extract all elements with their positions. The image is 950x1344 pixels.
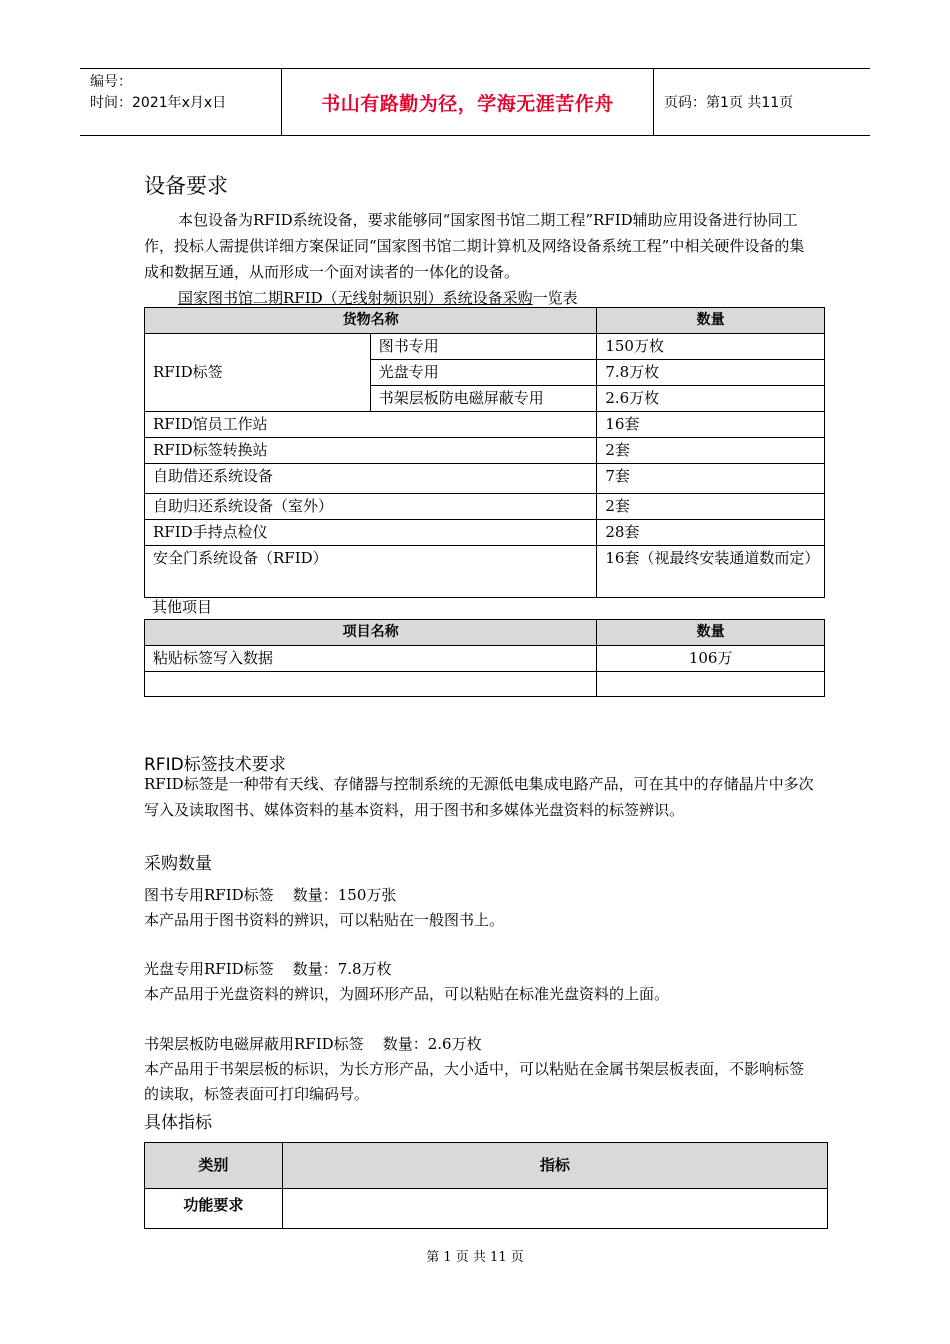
goods-row-name: RFID馆员工作站: [145, 412, 597, 438]
purchase-item-desc: 本产品用于光盘资料的辨识，为圆环形产品，可以粘贴在标准光盘资料的上面。: [144, 985, 670, 1003]
purchase-item-desc: 本产品用于图书资料的辨识，可以粘贴在一般图书上。: [144, 911, 505, 929]
sub-row-qty: 150万枚: [597, 334, 825, 360]
purchase-item-title: 图书专用RFID标签 数量：150万张: [144, 886, 397, 904]
rfid-tag-cell: RFID标签: [145, 334, 371, 412]
time-label: 时间：2021年x月x日: [90, 95, 227, 111]
goods-row-qty: 7套: [597, 464, 825, 494]
spec-header-indicator: 指标: [282, 1143, 827, 1189]
sub-row-name: 光盘专用: [370, 360, 597, 386]
page-title: 设备要求: [144, 174, 228, 198]
page-footer: 第 1 页 共 11 页: [426, 1250, 524, 1265]
header-page-info: 页码：第1页 共11页: [664, 95, 794, 111]
spec-row-value: [282, 1189, 827, 1229]
goods-row-name: RFID标签转换站: [145, 438, 597, 464]
other-row-qty: 106万: [597, 646, 825, 672]
other-header-qty: 数量: [597, 620, 825, 646]
rfid-section-text: RFID标签是一种带有天线、存储器与控制系统的无源低电集成电路产品，可在其中的存储晶片中多次写入及读取图书、媒体资料的基本资料，用于图书和多媒体光盘资料的标签辨识。: [144, 775, 814, 819]
page-header: [80, 68, 870, 136]
spec-header-category: 类别: [145, 1143, 283, 1189]
other-row-qty: [597, 672, 825, 697]
sub-row-name: 书架层板防电磁屏蔽专用: [370, 386, 597, 412]
goods-row-name: 自助借还系统设备: [145, 464, 597, 494]
spec-heading: 具体指标: [144, 1113, 212, 1133]
purchase-item-title: 光盘专用RFID标签 数量：7.8万枚: [144, 960, 392, 978]
goods-row-qty: 2套: [597, 438, 825, 464]
sub-row-name: 图书专用: [370, 334, 597, 360]
header-meta: [80, 69, 282, 135]
purchase-item-desc: 本产品用于书架层板的标识，为长方形产品，大小适中，可以粘贴在金属书架层板表面，不影响标签的读取，标签表面可打印编码号。: [144, 1060, 805, 1103]
other-table: [144, 619, 825, 697]
goods-row-name: 自助归还系统设备（室外）: [145, 494, 597, 520]
goods-table: [144, 307, 825, 598]
number-label: 编号：: [90, 74, 132, 90]
header-motto: 书山有路勤为径，学海无涯苦作舟: [282, 69, 654, 135]
purchase-heading: 采购数量: [144, 854, 212, 874]
sub-row-qty: 2.6万枚: [597, 386, 825, 412]
purchase-item-title: 书架层板防电磁屏蔽用RFID标签 数量：2.6万枚: [144, 1035, 482, 1053]
other-items-label: 其他项目: [152, 598, 213, 616]
sub-row-qty: 7.8万枚: [597, 360, 825, 386]
spec-row-label: 功能要求: [145, 1189, 283, 1229]
goods-row-name: 安全门系统设备（RFID）: [145, 546, 597, 598]
goods-row-qty: 16套（视最终安装通道数而定）: [597, 546, 825, 598]
other-row-name: [145, 672, 597, 697]
caption-rest: 一览表: [532, 289, 578, 307]
goods-row-name: RFID手持点检仪: [145, 520, 597, 546]
other-row-name: 粘贴标签写入数据: [145, 646, 597, 672]
table-caption: [178, 287, 578, 308]
goods-header-qty: 数量: [597, 308, 825, 334]
caption-underlined: 国家图书馆二期RFID（无线射频识别）系统设备采购: [178, 289, 533, 307]
other-header-name: 项目名称: [145, 620, 597, 646]
goods-row-qty: 28套: [597, 520, 825, 546]
goods-row-qty: 2套: [597, 494, 825, 520]
intro-paragraph: 本包设备为RFID系统设备，要求能够同“国家图书馆二期工程”RFID辅助应用设备进行协同工作，投标人需提供详细方案保证同“国家图书馆二期计算机及网络设备系统工程”中相关硬件设备的集成和数据互通，从而形成一个面对读者的一体化的设备。: [144, 211, 805, 281]
rfid-section-heading: RFID标签技术要求: [144, 755, 286, 775]
goods-header-name: 货物名称: [145, 308, 597, 334]
goods-row-qty: 16套: [597, 412, 825, 438]
spec-table: [144, 1142, 828, 1229]
